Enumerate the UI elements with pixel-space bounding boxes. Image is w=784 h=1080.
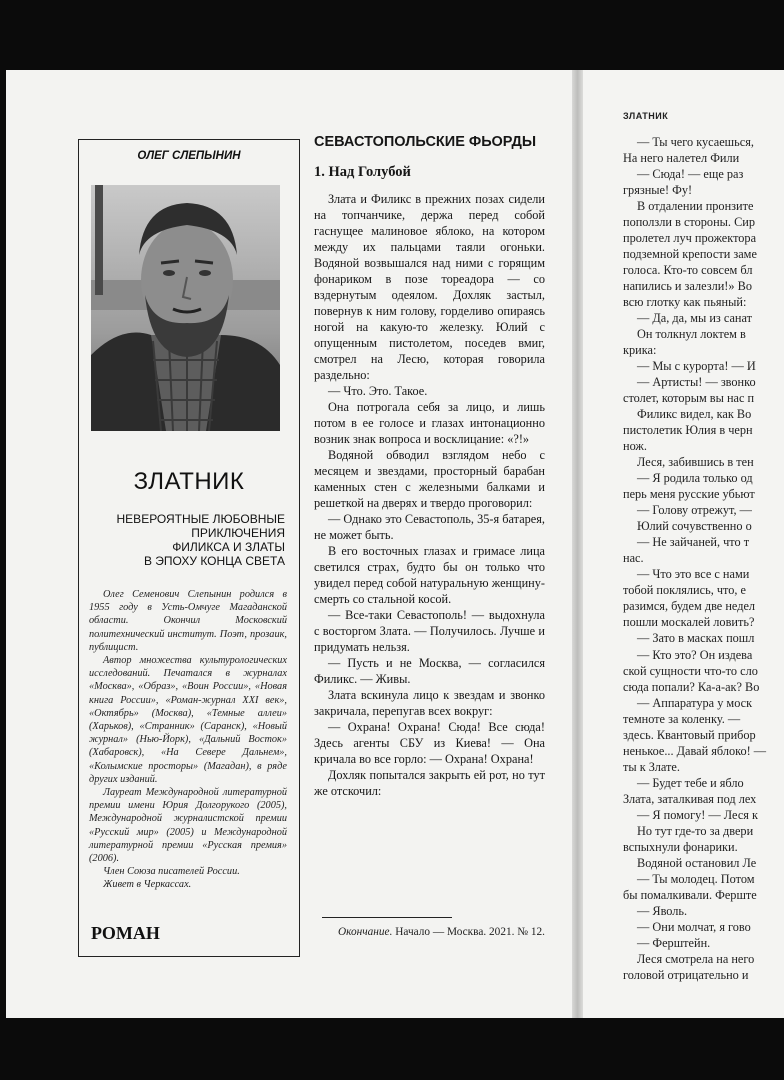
- subtitle-line: НЕВЕРОЯТНЫЕ ЛЮБОВНЫЕ: [116, 512, 285, 526]
- footnote: [314, 925, 545, 940]
- story-paragraph: — Однако это Севастополь, 35-я батарея, не может быть.: [314, 512, 545, 542]
- bio-paragraph: Олег Семенович Слепынин родился в 1955 году в Усть-Омчуге Магаданской области. Окончил Московский политехнический институт. Поэт, прозаик, публицист.: [89, 589, 287, 653]
- right-page-line: — Зато в масках пошл: [637, 631, 755, 646]
- bio-paragraph: Живет в Черкассах.: [103, 879, 192, 891]
- author-name: ОЛЕГ СЛЕПЫНИН: [137, 150, 241, 162]
- footnote-text: Начало — Москва. 2021. № 12.: [392, 926, 545, 938]
- right-page-line: нас.: [623, 551, 644, 566]
- story-paragraph: — Что. Это. Такое.: [328, 384, 428, 398]
- right-page-line: — Я помогу! — Леся к: [637, 807, 758, 822]
- genre-label: РОМАН: [91, 923, 160, 943]
- right-page-line: — Ферштейн.: [637, 935, 711, 950]
- right-page-line: — Что это все с нами: [637, 567, 750, 582]
- right-page-line: Леся смотрела на него: [637, 951, 755, 966]
- right-page-line: — Кто это? Он издева: [637, 647, 753, 662]
- right-page-line: Водяной остановил Ле: [637, 855, 757, 870]
- right-page-line: крика:: [623, 343, 657, 358]
- right-page-line: — Не зайчаней, что т: [637, 535, 750, 550]
- subtitle-line: ФИЛИКСА И ЗЛАТЫ: [172, 540, 285, 554]
- subtitle-line: В ЭПОХУ КОНЦА СВЕТА: [143, 554, 285, 568]
- right-page-text: [623, 134, 784, 983]
- story-paragraph: — Охрана! Охрана! Сюда! Все сюда! Здесь агенты СБУ из Киева! — Она кричала во все горло: — Охрана! Охрана!: [314, 720, 545, 766]
- bio-paragraph: Член Союза писателей России.: [103, 866, 240, 878]
- right-page-line: здесь. Квантовый прибор: [623, 727, 756, 742]
- right-page-line: — Ты чего кусаешься,: [637, 135, 754, 149]
- story-paragraph: Водяной обводил взглядом небо с месяцем и звездами, просторный барабан каменных стен с железными балками и решеткой на дверях и твердо проговорил:: [314, 448, 545, 510]
- subtitle-line: ПРИКЛЮЧЕНИЯ: [191, 526, 285, 540]
- story-paragraph: Злата и Филикс в прежних позах сидели на топчанчике, держа перед собой гаснущее малиновое яблоко, на котором между их пальцами таяли огоньки. Водяной возвышался над ними с горящим фонариком в позе тореадора — со вздернутым одеялом. Дохляк застыл, повернув к ним голову, горделиво опираясь ногой на какую-то железку. Юлий с опущенным пистолетом, поседев вмиг, смотрел на Лесю, которая говорила раздельно:: [314, 192, 545, 382]
- book-gutter: [572, 70, 583, 1018]
- right-page-line: столет, которым вы нас п: [623, 391, 755, 406]
- right-page-line: ты к Злате.: [623, 759, 680, 774]
- right-page-line: Филикс видел, как Во: [637, 407, 752, 422]
- right-page-line: — Они молчат, я гово: [637, 919, 751, 934]
- right-page-line: вспыхнули фонарики.: [623, 839, 738, 854]
- right-page-line: грязные! Фу!: [623, 183, 693, 198]
- bio-paragraph: Лауреат Международной литературной премии имени Юрия Долгорукого (2005), Международной журналистской премии «Русский мир» (2005) и Международной литературной премии «Русская премия» (2006).: [89, 787, 287, 865]
- right-page-line: сюда попали? Ка-а-ак? Во: [623, 679, 760, 694]
- right-page-line: — Мы с курорта! — И: [637, 359, 756, 374]
- right-page-line: всю глотку как пьяный:: [623, 295, 747, 310]
- right-page-line: ской сущности что-то сло: [623, 663, 758, 678]
- story-paragraph: В его восточных глазах и гримасе лица светился страх, будто бы он только что увидел перед собой натуральную женщину-смерть со стальной косой.: [314, 544, 545, 606]
- story-body: [314, 191, 545, 799]
- right-page-line: перь меня русские убьют: [623, 487, 755, 502]
- right-page-line: темноте за коленку. —: [623, 711, 741, 726]
- right-page-line: Он толкнул локтем в: [637, 327, 746, 342]
- right-page-line: Юлий сочувственно о: [637, 519, 752, 534]
- story-paragraph: Она потрогала себя за лицо, и лишь потом в ее голосе и глазах интонационно возник знак вопроса и восклицание: «?!»: [314, 400, 545, 446]
- story-column: [314, 134, 545, 799]
- book-title: ЗЛАТНИК: [133, 468, 245, 495]
- right-page-line: пошли москалей ловить?: [623, 615, 755, 630]
- right-page-line: тобой поклялись, что, е: [623, 583, 746, 598]
- author-portrait-image: [91, 185, 280, 431]
- right-page-line: напились и залезли!» Во: [623, 279, 752, 294]
- right-page-line: голоса. Кто-то совсем бл: [623, 263, 753, 278]
- footnote-label: Окончание.: [338, 926, 393, 938]
- author-bio: [89, 588, 287, 892]
- right-page: [583, 70, 784, 1018]
- story-paragraph: Дохляк попытался закрыть ей рот, но тут же отскочил:: [314, 768, 545, 798]
- right-page-line: поползли в стороны. Сир: [623, 215, 755, 230]
- right-page-line: пистолетик Юлия в черн: [623, 423, 753, 438]
- story-paragraph: — Пусть и не Москва, — согласился Филикс. — Живы.: [314, 656, 545, 686]
- right-page-line: пролетел луч прожектора: [623, 231, 757, 246]
- right-page-line: Леся, забившись в тен: [637, 455, 754, 470]
- bio-paragraph: Автор множества культурологических исследований. Печатался в журналах «Москва», «Образ», «Воин России», «Новая книга России», «Роман-журнал XXI век», «Октябрь» (Москва), «Темные аллеи» (Харьков), «Странник» (Саранск), «Новый журнал» (Нью-Йорк), «Дальний Восток» (Хабаровск), «На Севере Дальнем», «Колымские просторы» (Магадан), в ряде других изданий.: [89, 655, 287, 785]
- book-subtitle: [87, 512, 285, 568]
- right-page-line: нож.: [623, 439, 647, 454]
- right-page-line: — Будет тебе и ябло: [637, 775, 744, 790]
- right-page-line: — Сюда! — еще раз: [637, 167, 744, 182]
- right-page-line: бы помалкивали. Ферштe: [623, 887, 757, 902]
- right-page-line: ненькое... Давай яблоко! —: [623, 743, 767, 758]
- story-title: СЕВАСТОПОЛЬСКИЕ ФЬОРДЫ: [314, 134, 537, 150]
- right-page-line: — Да, да, мы из санат: [637, 311, 753, 326]
- author-info-box: [78, 139, 300, 957]
- right-page-line: подземной крепости заме: [623, 247, 757, 262]
- right-page-line: Но тут где-то за двери: [637, 823, 754, 838]
- right-page-line: В отдалении пронзите: [637, 199, 754, 214]
- story-paragraph: Злата вскинула лицо к звездам и звонко закричала, перепугав всех вокруг:: [314, 688, 545, 718]
- right-page-line: — Голову отрежут, —: [637, 503, 752, 518]
- chapter-title: 1. Над Голубой: [314, 164, 411, 180]
- right-page-line: Злата, заталкивая под лех: [623, 791, 757, 806]
- footnote-divider: [322, 917, 452, 918]
- running-head: ЗЛАТНИК: [623, 111, 669, 121]
- story-paragraph: — Все-таки Севастополь! — выдохнула с восторгом Злата. — Получилось. Лучше и придумать нельзя.: [314, 608, 545, 654]
- right-page-line: — Ты молодец. Потом: [637, 871, 755, 886]
- right-page-line: — Яволь.: [637, 903, 688, 918]
- right-page-line: На него налетел Фили: [623, 151, 740, 166]
- right-page-line: — Артисты! — звонко: [637, 375, 756, 390]
- right-page-line: разимся, будем две недел: [623, 599, 756, 614]
- right-page-line: — Аппаратура у моск: [637, 695, 753, 710]
- author-photo: [91, 185, 280, 431]
- right-page-line: — Я родила только од: [637, 471, 753, 486]
- right-page-line: головой отрицательно и: [623, 967, 749, 982]
